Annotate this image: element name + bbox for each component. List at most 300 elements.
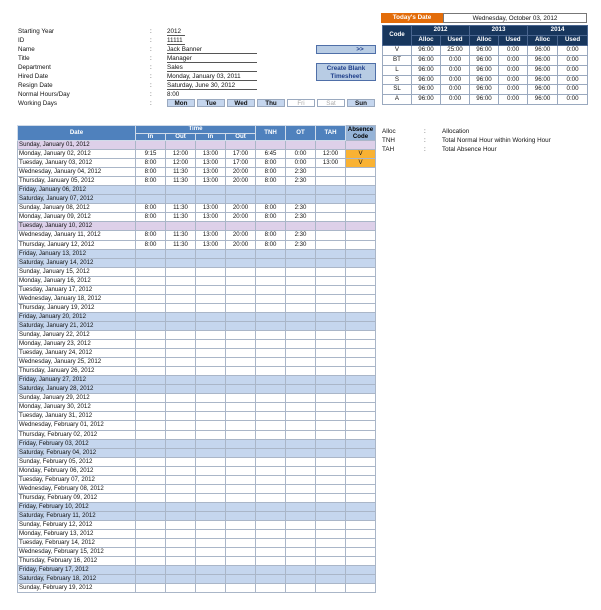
time-in-1[interactable] [136,421,166,430]
time-out-1[interactable] [166,430,196,439]
time-out-2[interactable] [226,493,256,502]
time-out-1[interactable] [166,349,196,358]
time-in-2[interactable] [196,421,226,430]
time-out-2[interactable] [226,566,256,575]
time-out-1[interactable] [166,557,196,566]
working-day-thu[interactable]: Thu [257,99,285,107]
time-out-2[interactable] [226,330,256,339]
ot-cell [286,249,316,258]
time-in-1[interactable] [136,276,166,285]
tnh-cell [256,222,286,231]
time-in-1[interactable] [136,385,166,394]
time-out-2[interactable]: 20:00 [226,213,256,222]
create-blank-timesheet-button[interactable] [316,63,376,81]
time-out-2[interactable] [226,376,256,385]
absence-code-cell[interactable] [346,539,376,548]
absence-code-cell[interactable] [346,430,376,439]
timesheet-date: Thursday, January 26, 2012 [18,367,136,376]
time-out-2[interactable] [226,412,256,421]
tah-cell [316,439,346,448]
time-in-1[interactable] [136,303,166,312]
time-out-2[interactable] [226,575,256,584]
time-in-1[interactable] [136,358,166,367]
time-out-1[interactable] [166,448,196,457]
time-in-1[interactable]: 8:00 [136,231,166,240]
ot-cell: 0:00 [286,150,316,159]
time-out-2[interactable]: 17:00 [226,150,256,159]
absence-code-cell[interactable] [346,520,376,529]
time-out-1[interactable] [166,530,196,539]
time-out-2[interactable] [226,267,256,276]
time-in-2[interactable] [196,312,226,321]
time-in-2[interactable] [196,448,226,457]
absence-code-cell[interactable] [346,421,376,430]
time-out-1[interactable] [166,502,196,511]
time-in-2[interactable] [196,330,226,339]
time-in-1[interactable] [136,312,166,321]
name-field[interactable]: Jack Banner [167,46,257,54]
absence-code-cell[interactable] [346,195,376,204]
ot-cell [286,312,316,321]
absence-code-cell[interactable] [346,349,376,358]
time-in-1[interactable] [136,321,166,330]
time-out-1[interactable] [166,584,196,593]
absence-code-cell[interactable] [346,168,376,177]
time-out-1[interactable] [166,394,196,403]
time-in-1[interactable]: 8:00 [136,213,166,222]
time-out-1[interactable] [166,367,196,376]
next-button-label: >> [356,46,364,53]
absence-code-cell[interactable] [346,267,376,276]
time-out-2[interactable] [226,502,256,511]
time-out-2[interactable] [226,340,256,349]
time-in-2[interactable]: 13:00 [196,213,226,222]
time-in-2[interactable] [196,321,226,330]
time-out-2[interactable] [226,520,256,529]
time-in-2[interactable] [196,530,226,539]
summary-value: 96:00 [412,95,441,105]
time-out-2[interactable] [226,511,256,520]
time-out-1[interactable] [166,276,196,285]
time-in-1[interactable] [136,493,166,502]
time-in-2[interactable] [196,249,226,258]
time-out-1[interactable] [166,548,196,557]
time-out-2[interactable]: 20:00 [226,231,256,240]
time-out-1[interactable] [166,186,196,195]
time-in-1[interactable]: 8:00 [136,204,166,213]
tnh-cell [256,484,286,493]
tnh-cell [256,303,286,312]
time-out-2[interactable] [226,530,256,539]
time-in-1[interactable] [136,557,166,566]
absence-code-cell[interactable] [346,385,376,394]
time-in-2[interactable] [196,195,226,204]
time-out-2[interactable] [226,276,256,285]
time-out-2[interactable] [226,539,256,548]
time-out-1[interactable] [166,312,196,321]
time-out-2[interactable] [226,457,256,466]
absence-code-cell[interactable] [346,330,376,339]
ot-cell: 0:00 [286,159,316,168]
absence-code-cell[interactable] [346,177,376,186]
next-button[interactable] [316,45,376,54]
time-in-1[interactable] [136,484,166,493]
timesheet-row [18,141,376,150]
absence-code-cell[interactable]: V [346,159,376,168]
time-in-2[interactable] [196,385,226,394]
time-out-2[interactable] [226,186,256,195]
time-in-2[interactable] [196,475,226,484]
absence-code-cell[interactable] [346,566,376,575]
time-in-2[interactable] [196,466,226,475]
time-out-1[interactable]: 12:00 [166,159,196,168]
time-in-2[interactable] [196,258,226,267]
timesheet-row [18,367,376,376]
time-out-1[interactable] [166,285,196,294]
absence-code-cell[interactable] [346,376,376,385]
time-out-2[interactable] [226,303,256,312]
time-in-2[interactable] [196,276,226,285]
absence-code-cell[interactable] [346,439,376,448]
absence-code-cell[interactable] [346,186,376,195]
absence-code-cell[interactable] [346,258,376,267]
time-in-1[interactable] [136,195,166,204]
time-out-2[interactable] [226,403,256,412]
working-day-mon[interactable]: Mon [167,99,195,107]
time-in-2[interactable] [196,186,226,195]
time-out-1[interactable] [166,385,196,394]
time-in-1[interactable] [136,530,166,539]
time-out-1[interactable] [166,267,196,276]
absence-code-cell[interactable] [346,511,376,520]
time-in-1[interactable] [136,466,166,475]
time-in-1[interactable] [136,267,166,276]
time-out-2[interactable]: 20:00 [226,168,256,177]
time-in-2[interactable] [196,457,226,466]
time-in-2[interactable] [196,141,226,150]
label-starting-year: Starting Year [18,28,55,35]
time-in-2[interactable] [196,303,226,312]
time-out-2[interactable] [226,321,256,330]
time-in-1[interactable] [136,394,166,403]
time-in-1[interactable] [136,349,166,358]
absence-code-cell[interactable] [346,285,376,294]
starting-year-field[interactable]: 2012 [167,28,185,36]
time-out-1[interactable] [166,321,196,330]
time-out-2[interactable] [226,448,256,457]
absence-code-cell[interactable] [346,204,376,213]
time-out-1[interactable] [166,511,196,520]
time-out-1[interactable] [166,412,196,421]
time-in-2[interactable] [196,267,226,276]
time-out-2[interactable] [226,584,256,593]
time-in-1[interactable] [136,403,166,412]
time-in-1[interactable]: 8:00 [136,177,166,186]
time-in-2[interactable] [196,575,226,584]
time-out-1[interactable] [166,439,196,448]
absence-code-cell[interactable]: V [346,150,376,159]
absence-code-cell[interactable] [346,240,376,249]
absence-code-cell[interactable] [346,484,376,493]
time-in-2[interactable] [196,340,226,349]
label-name: Name [18,46,35,53]
time-out-1[interactable] [166,258,196,267]
time-out-1[interactable]: 11:30 [166,168,196,177]
absence-code-cell[interactable] [346,530,376,539]
time-in-1[interactable] [136,330,166,339]
time-in-2[interactable] [196,557,226,566]
absence-code-cell[interactable] [346,412,376,421]
summary-code: SL [383,85,412,95]
time-in-2[interactable]: 13:00 [196,204,226,213]
time-in-2[interactable] [196,285,226,294]
title-field[interactable]: Manager [167,55,257,63]
time-in-1[interactable] [136,376,166,385]
time-out-1[interactable] [166,330,196,339]
summary-value: 0:00 [441,55,470,65]
timesheet-date: Wednesday, January 04, 2012 [18,168,136,177]
absence-code-cell[interactable] [346,403,376,412]
time-out-2[interactable] [226,312,256,321]
absence-code-cell[interactable] [346,249,376,258]
summary-row [383,75,588,85]
time-out-1[interactable] [166,403,196,412]
time-in-1[interactable] [136,367,166,376]
time-out-1[interactable] [166,222,196,231]
time-out-1[interactable] [166,294,196,303]
time-in-1[interactable] [136,520,166,529]
time-in-2[interactable] [196,439,226,448]
absence-code-cell[interactable] [346,303,376,312]
time-in-2[interactable] [196,294,226,303]
time-in-1[interactable] [136,548,166,557]
time-out-2[interactable] [226,484,256,493]
time-in-1[interactable] [136,475,166,484]
time-in-2[interactable]: 13:00 [196,231,226,240]
absence-code-cell[interactable] [346,321,376,330]
absence-code-cell[interactable] [346,231,376,240]
time-out-1[interactable] [166,376,196,385]
department-field[interactable]: Sales [167,64,257,72]
time-in-1[interactable] [136,511,166,520]
absence-code-cell[interactable] [346,340,376,349]
time-out-1[interactable] [166,475,196,484]
time-in-1[interactable] [136,186,166,195]
time-out-2[interactable]: 20:00 [226,177,256,186]
time-out-2[interactable] [226,394,256,403]
time-in-2[interactable] [196,403,226,412]
time-in-1[interactable] [136,584,166,593]
time-out-1[interactable]: 11:30 [166,204,196,213]
time-out-1[interactable] [166,493,196,502]
absence-code-cell[interactable] [346,213,376,222]
time-in-1[interactable] [136,539,166,548]
normal-hours-field[interactable]: 8:00 [167,91,180,98]
time-out-1[interactable] [166,421,196,430]
time-out-1[interactable]: 11:30 [166,213,196,222]
timesheet-row [18,439,376,448]
time-in-2[interactable] [196,520,226,529]
time-out-1[interactable] [166,358,196,367]
ot-cell: 2:30 [286,231,316,240]
time-out-2[interactable] [226,294,256,303]
time-in-2[interactable] [196,394,226,403]
summary-value: 96:00 [528,65,558,75]
time-out-2[interactable] [226,421,256,430]
time-in-2[interactable]: 13:00 [196,159,226,168]
time-in-2[interactable] [196,358,226,367]
timesheet-date: Wednesday, February 01, 2012 [18,421,136,430]
time-in-2[interactable] [196,376,226,385]
summary-code-header: Code [383,26,412,46]
time-out-1[interactable] [166,249,196,258]
absence-code-cell[interactable] [346,584,376,593]
absence-code-cell[interactable] [346,222,376,231]
time-in-2[interactable] [196,484,226,493]
time-in-1[interactable] [136,340,166,349]
id-field[interactable]: 11111 [167,37,185,45]
time-in-1[interactable]: 8:00 [136,240,166,249]
time-out-1[interactable] [166,303,196,312]
absence-code-cell[interactable] [346,548,376,557]
time-in-2[interactable] [196,566,226,575]
time-in-1[interactable] [136,448,166,457]
absence-code-cell[interactable] [346,475,376,484]
working-day-sun[interactable]: Sun [347,99,375,107]
absence-code-cell[interactable] [346,502,376,511]
time-out-1[interactable] [166,457,196,466]
time-in-2[interactable]: 13:00 [196,240,226,249]
time-out-1[interactable] [166,195,196,204]
ot-cell [286,358,316,367]
tnh-cell: 8:00 [256,204,286,213]
time-out-2[interactable] [226,466,256,475]
timesheet-date: Friday, February 17, 2012 [18,566,136,575]
time-out-1[interactable]: 11:30 [166,240,196,249]
time-in-2[interactable] [196,412,226,421]
absence-code-cell[interactable] [346,358,376,367]
time-in-1[interactable]: 8:00 [136,168,166,177]
time-out-2[interactable] [226,430,256,439]
absence-code-cell[interactable] [346,448,376,457]
colon: : [150,64,152,71]
tnh-cell [256,539,286,548]
time-in-1[interactable] [136,249,166,258]
summary-value: 96:00 [412,85,441,95]
time-out-2[interactable]: 20:00 [226,240,256,249]
absence-code-cell[interactable] [346,276,376,285]
time-out-1[interactable] [166,566,196,575]
absence-code-cell[interactable] [346,367,376,376]
time-in-2[interactable] [196,548,226,557]
time-in-2[interactable] [196,349,226,358]
time-out-1[interactable] [166,340,196,349]
time-out-2[interactable] [226,141,256,150]
absence-code-cell[interactable] [346,394,376,403]
time-out-1[interactable] [166,484,196,493]
tnh-cell: 6:45 [256,150,286,159]
resign-date-field[interactable]: Saturday, June 30, 2012 [167,82,257,90]
time-out-2[interactable] [226,222,256,231]
time-out-2[interactable] [226,385,256,394]
time-in-2[interactable]: 13:00 [196,168,226,177]
time-in-1[interactable] [136,412,166,421]
time-out-2[interactable] [226,367,256,376]
time-out-1[interactable]: 11:30 [166,177,196,186]
time-out-2[interactable] [226,195,256,204]
time-out-2[interactable] [226,285,256,294]
time-out-2[interactable] [226,548,256,557]
time-in-1[interactable] [136,566,166,575]
time-in-1[interactable]: 8:00 [136,159,166,168]
time-out-1[interactable] [166,466,196,475]
working-day-fri[interactable]: Fri [287,99,315,107]
time-out-2[interactable] [226,439,256,448]
absence-code-cell[interactable] [346,294,376,303]
time-in-1[interactable] [136,258,166,267]
time-in-2[interactable] [196,430,226,439]
working-day-tue[interactable]: Tue [197,99,225,107]
time-out-2[interactable] [226,475,256,484]
time-in-1[interactable] [136,457,166,466]
absence-code-cell[interactable] [346,557,376,566]
time-in-1[interactable] [136,575,166,584]
time-in-2[interactable]: 13:00 [196,177,226,186]
time-in-2[interactable] [196,493,226,502]
time-out-2[interactable] [226,349,256,358]
time-out-2[interactable]: 20:00 [226,204,256,213]
absence-code-cell[interactable] [346,312,376,321]
time-out-1[interactable]: 11:30 [166,231,196,240]
time-in-2[interactable] [196,367,226,376]
time-in-1[interactable] [136,430,166,439]
time-in-2[interactable] [196,539,226,548]
time-out-1[interactable] [166,575,196,584]
time-in-1[interactable] [136,502,166,511]
time-in-2[interactable] [196,222,226,231]
time-in-2[interactable] [196,511,226,520]
leave-summary-table [382,25,588,105]
hired-date-field[interactable]: Monday, January 03, 2011 [167,73,257,81]
time-in-2[interactable]: 13:00 [196,150,226,159]
working-day-wed[interactable]: Wed [227,99,255,107]
time-out-1[interactable] [166,141,196,150]
time-in-1[interactable] [136,141,166,150]
time-in-1[interactable]: 9:15 [136,150,166,159]
time-out-2[interactable] [226,258,256,267]
time-in-1[interactable] [136,294,166,303]
absence-code-cell[interactable] [346,457,376,466]
time-out-2[interactable] [226,249,256,258]
time-out-2[interactable] [226,557,256,566]
absence-code-cell[interactable] [346,575,376,584]
time-in-2[interactable] [196,502,226,511]
time-out-2[interactable]: 17:00 [226,159,256,168]
time-out-2[interactable] [226,358,256,367]
time-in-1[interactable] [136,222,166,231]
time-in-1[interactable] [136,285,166,294]
working-day-sat[interactable]: Sat [317,99,345,107]
time-out-1[interactable] [166,520,196,529]
tnh-cell [256,412,286,421]
time-in-1[interactable] [136,439,166,448]
time-out-1[interactable]: 12:00 [166,150,196,159]
time-in-2[interactable] [196,584,226,593]
absence-code-cell[interactable] [346,466,376,475]
absence-code-cell[interactable] [346,141,376,150]
time-out-1[interactable] [166,539,196,548]
absence-code-cell[interactable] [346,493,376,502]
